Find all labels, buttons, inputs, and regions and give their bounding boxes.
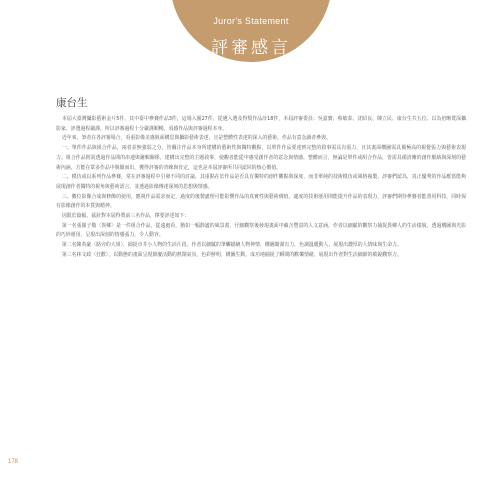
- paragraph: 近年來，筆者在各評審場合，看重影像美感與面構思與攝影藝術表達，且是整體性表達的深入的藝術。作品有意念讀者參與。: [61, 135, 331, 142]
- statement-body: [56, 115, 466, 261]
- paragraph: 第二名陳英豪〈路旁的大姐〉，捕捉市井小人物的生活片段，作者以細膩的筆觸描繪人物神情，構圖簡潔有力，色調溫暖動人，展現出濃厚的人情味與生命力。: [61, 242, 402, 249]
- paragraph: 第三名林文政〈狂歡〉，以動態的畫面呈現節慶活動的熱鬧氣氛，色彩鮮明，構圖生動，成功地捕捉了瞬間的歡樂情緒，展現出作者對生活細節的敏銳觀察力。: [61, 251, 402, 258]
- paragraph: 一、單件作品與組合作品，兩者並無強弱之分，皆關注作品本身所建構的藝術性與獨特觀點，以單件作品要達到完整的敘事需具有張力，且其畫面構圖需具備極高的視覺張力與藝術表現力。組合作品則需透過作品間的串連與邏輯關係，建構出完整的主題敘事，使觀者能從中感受創作者的意念與情感。整體而言，無論是單件或組合作品，皆需具備清晰的創作脈絡與深刻的藝術內涵，方能在眾多作品中脫穎而出，獲得評審的青睞與肯定，這也是本屆評審所共同認同的核心價值。: [56, 145, 466, 171]
- paragraph: 第一名張羅子敬〈異鄉〉是一件組合作品，從遠處看，猶如一幅靜謐的風景畫，仔細觀察後發現畫面中蘊含豐富的人文意涵。作者以細膩的觀察力捕捉異鄉人的生活樣貌，透過構圖與光影的巧妙運用，呈現出深刻的情感張力，令人動容。: [56, 222, 466, 239]
- header-title-zh: 評審感言: [211, 38, 291, 58]
- author-name: 康台生: [56, 97, 88, 109]
- page-number: 178: [8, 459, 19, 465]
- paragraph: 二、模仿或以系列作品參賽，常在評審過程中引發不同的討論，其重點在於作品是否具有獨特的創作觀點與深度，而非單純的技術模仿或風格複製。評審們認為，真正優秀的作品應當能夠展現創作者獨特的視角與藝術語言，並透過影像傳達深刻的思想與情感。: [56, 174, 466, 190]
- paragraph: 三、數位影像合成與修飾的使用，應視作品需求而定，過度的後製處理可能影響作品的真實性與藝術價值，適度的技術運用則能提升作品的表現力，評審們期待參賽者能善用科技，同時保有影像創作的本質與精神。: [56, 193, 466, 210]
- paragraph: 本屆大臺灣攝影藝術金片5件，其中臺中參賽作品3件，這場入圍27件，從遴入選及得獎作品計18件，本屆評審委員：吳嘉寶、蔡敏泰、沈昭良、陳立民、康台生共五位。以為倍晰賞深攝影家，評選過程嚴謹。所以評審過程十分嚴謹順暢，須感作品與評審過程本身。: [56, 116, 466, 132]
- header-title-en: Juror's Statement: [213, 16, 289, 26]
- paragraph: 因限於篇幅，茲針對本屆得獎前三名作品，擇要評述如下：: [61, 213, 190, 220]
